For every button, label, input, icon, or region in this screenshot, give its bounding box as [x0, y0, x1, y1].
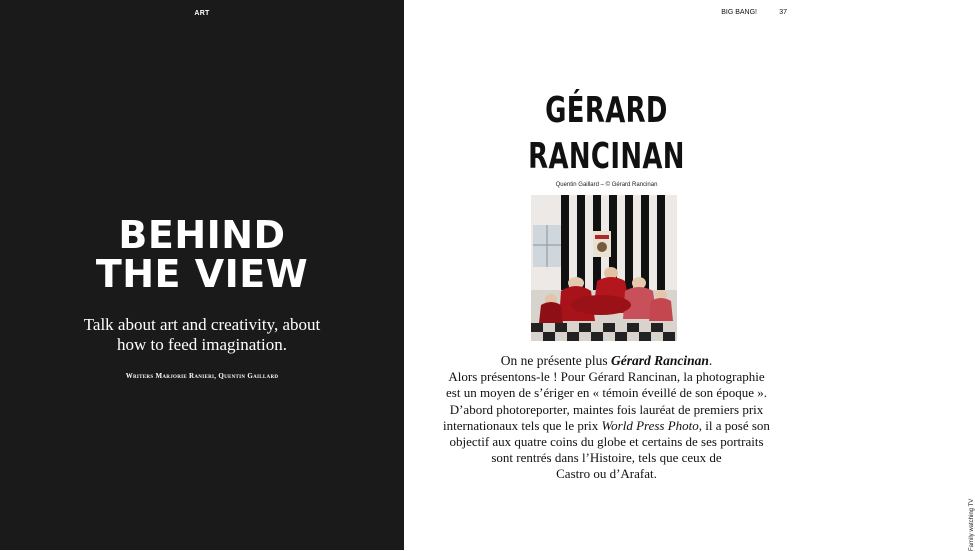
lead-prefix: On ne présente plus: [500, 353, 611, 368]
article-headline: [0, 213, 404, 296]
artist-name-line-1: GÉRARD: [545, 90, 668, 131]
running-head: BIG BANG!: [721, 9, 757, 16]
headline-line-1: BEHIND: [118, 213, 286, 257]
page-number: 37: [779, 9, 787, 16]
body-line-lead: [439, 353, 774, 369]
section-tag: ART: [194, 10, 210, 17]
writer-credits: Writers Marjorie Ranieri, Quentin Gaillard: [125, 372, 279, 380]
body-line-3: D’abord photoreporter, maintes fois lauréat de premiers prix: [449, 401, 764, 417]
lead-artist-name: Gérard Rancinan: [610, 353, 709, 368]
photo-caption: Family watching TV: [969, 498, 975, 551]
body-line-6: sont rentrés dans l’Histoire, tels que ceux de: [491, 450, 722, 466]
body-line-1: Alors présentons-le ! Pour Gérard Rancinan, la photographie: [448, 369, 765, 385]
body-line-4-suffix: , il a posé son: [698, 417, 770, 433]
body-line-2: est un moyen de s’ériger en « témoin éveillé de son époque ».: [446, 385, 767, 401]
right-page: [404, 0, 975, 551]
body-line-7: Castro ou d’Arafat.: [556, 466, 657, 482]
body-line-4-prefix: internationaux tels que le prix: [443, 417, 602, 433]
left-page: [0, 0, 404, 550]
photo-credit: Quentin Gaillard – © Gérard Rancinan: [555, 182, 658, 188]
body-line-5: objectif aux quatre coins du globe et certains de ses portraits: [449, 434, 764, 450]
family-scene-illustration: [531, 195, 677, 341]
artist-name-line-2: RANCINAN: [528, 136, 685, 177]
lead-suffix: .: [708, 353, 713, 368]
body-line-4: [439, 418, 774, 434]
award-name: World Press Photo: [601, 417, 699, 433]
subhead-line-1: Talk about art and creativity, about: [83, 315, 321, 334]
article-subhead: [40, 315, 364, 355]
circular-photo: [531, 195, 677, 341]
article-body: [439, 353, 774, 483]
headline-line-2: THE VIEW: [95, 252, 309, 296]
subhead-line-2: how to feed imagination.: [117, 335, 287, 354]
artist-name-title: [461, 88, 753, 180]
